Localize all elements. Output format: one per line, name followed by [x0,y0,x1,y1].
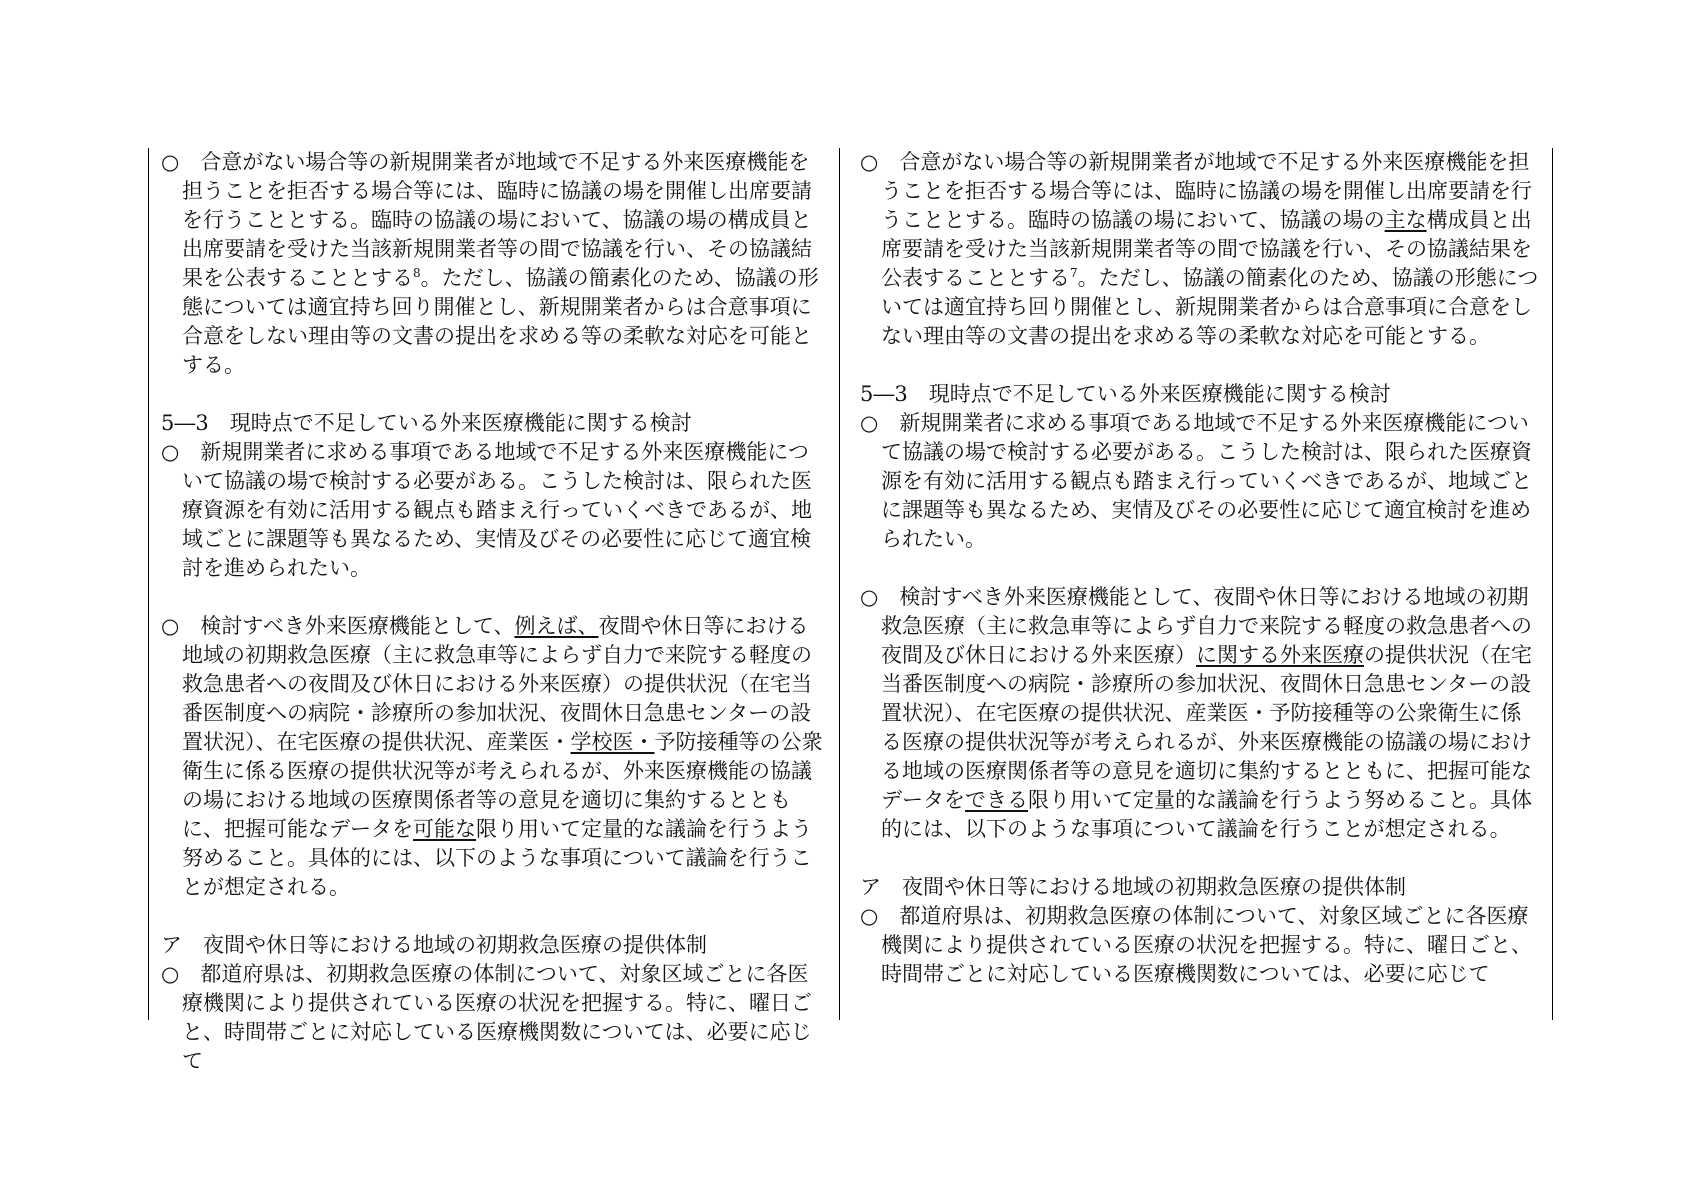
paragraph-functions-to-consider: ○ 検討すべき外来医療機能として、例えば、夜間や休日等における地域の初期救急医療（主に救急車等によらず自力で来院する軽度の救急患者への夜間及び休日における外来医療）の提供状況（在宅当番医制度への病院・診療所の参加状況、夜間休日急患センターの設置状況）、在宅医療の提供状況、産業医・学校医・予防接種等の公衆衛生に係る医療の提供状況等が考えられるが、外来医療機能の協議の場における地域の医療関係者等の意見を適切に集約するとともに、把握可能なデータを可能な限り用いて定量的な議論を行うよう努めること。具体的には、以下のような事項について議論を行うことが想定される。 [161,614,823,899]
footnote-ref: 8 [413,266,421,280]
footnote-ref: 7 [1070,266,1078,280]
subsection-heading-a: ア 夜間や休日等における地域の初期救急医療の提供体制 [860,875,1406,899]
section-heading-5-3: 5―3 現時点で不足している外来医療機能に関する検討 [860,382,1391,406]
paragraph-functions-to-consider: ○ 検討すべき外来医療機能として、夜間や休日等における地域の初期救急医療（主に救急車等によらず自力で来院する軽度の救急患者への夜間及び休日における外来医療）に関する外来医療の提供状況（在宅当番医制度への病院・診療所の参加状況、夜間休日急患センターの設置状況）、在宅医療の提供状況、産業医・予防接種等の公衆衛生に係る医療の提供状況等が考えられるが、外来医療機能の協議の場における地域の医療関係者等の意見を適切に集約するとともに、把握可能なデータをできる限り用いて定量的な議論を行うよう努めること。具体的には、以下のような事項について議論を行うことが想定される。 [860,585,1532,841]
underlined-text: 可能な [413,817,476,841]
underlined-text: できる [965,788,1028,812]
underlined-text: 学校医・ [570,730,655,754]
column-revised [848,148,1553,1020]
paragraph-temporary-meeting: ○ 合意がない場合等の新規開業者が地域で不足する外来医療機能を担うことを拒否する場合等には、臨時に協議の場を開催し出席要請を行うこととする。臨時の協議の場において、協議の場の主な構成員と出席要請を受けた当該新規開業者等の間で協議を行い、その協議結果を公表することとする$^7$。ただし、協議の簡素化のため、協議の形態については適宜持ち回り開催とし、新規開業者からは合意事項に合意をしない理由等の文書の提出を求める等の柔軟な対応を可能とする。 [860,150,1539,348]
underlined-text: に関する外来医療 [1196,643,1364,667]
subsection-heading-a: ア 夜間や休日等における地域の初期救急医療の提供体制 [161,933,707,957]
underlined-text: 主な [1384,208,1427,232]
underlined-text: 例えば、 [514,614,599,638]
paragraph-study-need: ○ 新規開業者に求める事項である地域で不足する外来医療機能について協議の場で検討する必要がある。こうした検討は、限られた医療資源を有効に活用する観点も踏まえ行っていくべきであるが、地域ごとに課題等も異なるため、実情及びその必要性に応じて適宜検討を進められたい。 [860,411,1532,551]
paragraph-temporary-meeting: ○ 合意がない場合等の新規開業者が地域で不足する外来医療機能を担うことを拒否する場合等には、臨時に協議の場を開催し出席要請を行うこととする。臨時の協議の場において、協議の場の構成員と出席要請を受けた当該新規開業者等の間で協議を行い、その協議結果を公表することとする$^8$。ただし、協議の簡素化のため、協議の形態については適宜持ち回り開催とし、新規開業者からは合意事項に合意をしない理由等の文書の提出を求める等の柔軟な対応を可能とする。 [161,150,819,377]
paragraph-prefecture-system: ○ 都道府県は、初期救急医療の体制について、対象区域ごとに各医療機関により提供されている医療の状況を把握する。特に、曜日ごと、時間帯ごとに対応している医療機関数については、必要に応じて [860,904,1532,986]
paragraph-study-need: ○ 新規開業者に求める事項である地域で不足する外来医療機能について協議の場で検討する必要がある。こうした検討は、限られた医療資源を有効に活用する観点も踏まえ行っていくべきであるが、地域ごとに課題等も異なるため、実情及びその必要性に応じて適宜検討を進められたい。 [161,440,812,580]
paragraph-prefecture-system: ○ 都道府県は、初期救急医療の体制について、対象区域ごとに各医療機関により提供されている医療の状況を把握する。特に、曜日ごと、時間帯ごとに対応している医療機関数については、必要に応じて [161,962,812,1073]
section-heading-5-3: 5―3 現時点で不足している外来医療機能に関する検討 [161,411,692,435]
column-current [148,148,840,1073]
